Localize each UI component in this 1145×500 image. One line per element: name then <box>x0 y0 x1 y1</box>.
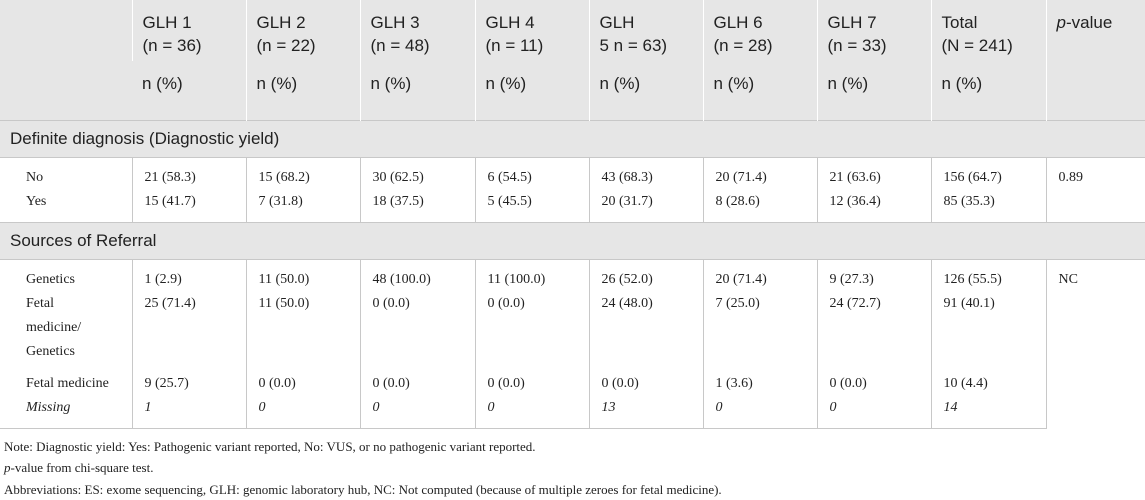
header-glh4: GLH 4 (n = 11) <box>475 0 589 61</box>
table-row <box>0 396 1145 429</box>
subheader-n-percent: n (%) <box>589 61 703 120</box>
table-row <box>0 364 1145 396</box>
subheader-n-percent: n (%) <box>931 61 1046 120</box>
table-cell: 7 (31.8) <box>246 190 360 223</box>
row-label: Fetal medicine <box>0 364 132 396</box>
table-row <box>0 190 1145 223</box>
table-cell: 9 (27.3) <box>817 259 931 292</box>
row-label: Missing <box>0 396 132 429</box>
table-cell: 20 (31.7) <box>589 190 703 223</box>
table-cell: 14 <box>931 396 1046 429</box>
row-label: Yes <box>0 190 132 223</box>
table-row <box>0 292 1145 364</box>
table-cell: 7 (25.0) <box>703 292 817 364</box>
table-cell: 0 <box>817 396 931 429</box>
header-blank-cell <box>0 0 132 120</box>
note-diagnostic-yield: Note: Diagnostic yield: Yes: Pathogenic variant reported, No: VUS, or no pathogenic variant reported. <box>4 436 1145 458</box>
table-row <box>0 157 1145 190</box>
table-cell: 20 (71.4) <box>703 157 817 190</box>
table-cell: 0 <box>246 396 360 429</box>
header-total: Total (N = 241) <box>931 0 1046 61</box>
table-row <box>0 259 1145 292</box>
note-abbreviations: Abbreviations: ES: exome sequencing, GLH: genomic laboratory hub, NC: Not computed (because of multiple zeroes for fetal medicine). <box>4 479 1145 500</box>
table-header <box>0 0 1145 120</box>
table-cell: 1 (3.6) <box>703 364 817 396</box>
table-cell: 1 <box>132 396 246 429</box>
table-cell: 156 (64.7) <box>931 157 1046 190</box>
table-cell: 15 (68.2) <box>246 157 360 190</box>
header-glh2: GLH 2 (n = 22) <box>246 0 360 61</box>
header-glh1: GLH 1 (n = 36) <box>132 0 246 61</box>
table-cell: 21 (58.3) <box>132 157 246 190</box>
table-cell: 25 (71.4) <box>132 292 246 364</box>
table-cell: 48 (100.0) <box>360 259 475 292</box>
pvalue-cell: NC <box>1046 259 1145 428</box>
subheader-n-percent: n (%) <box>246 61 360 120</box>
row-label: Fetal medicine/ Genetics <box>0 292 132 364</box>
table-cell: 0 (0.0) <box>817 364 931 396</box>
table-cell: 24 (48.0) <box>589 292 703 364</box>
row-label: No <box>0 157 132 190</box>
table-cell: 11 (50.0) <box>246 259 360 292</box>
table-cell: 5 (45.5) <box>475 190 589 223</box>
header-glh7: GLH 7 (n = 33) <box>817 0 931 61</box>
table-cell: 9 (25.7) <box>132 364 246 396</box>
section-row-referral <box>0 222 1145 259</box>
table-cell: 15 (41.7) <box>132 190 246 223</box>
header-glh5: GLH 5 n = 63) <box>589 0 703 61</box>
table-cell: 12 (36.4) <box>817 190 931 223</box>
pvalue-cell: 0.89 <box>1046 157 1145 222</box>
table-cell: 6 (54.5) <box>475 157 589 190</box>
subheader-n-percent: n (%) <box>475 61 589 120</box>
table-cell: 0 (0.0) <box>360 292 475 364</box>
table-cell: 24 (72.7) <box>817 292 931 364</box>
table-cell: 8 (28.6) <box>703 190 817 223</box>
header-pvalue: p-value <box>1046 0 1145 120</box>
table-cell: 0 <box>703 396 817 429</box>
header-glh6: GLH 6 (n = 28) <box>703 0 817 61</box>
section-title: Sources of Referral <box>0 222 1145 259</box>
table-cell: 0 (0.0) <box>589 364 703 396</box>
table-body <box>0 120 1145 428</box>
table-cell: 126 (55.5) <box>931 259 1046 292</box>
table-cell: 85 (35.3) <box>931 190 1046 223</box>
subheader-n-percent: n (%) <box>817 61 931 120</box>
table-cell: 0 <box>475 396 589 429</box>
table-cell: 13 <box>589 396 703 429</box>
table-cell: 0 (0.0) <box>246 364 360 396</box>
table-cell: 91 (40.1) <box>931 292 1046 364</box>
table-cell: 0 (0.0) <box>475 364 589 396</box>
table-cell: 43 (68.3) <box>589 157 703 190</box>
table-cell: 1 (2.9) <box>132 259 246 292</box>
header-glh3: GLH 3 (n = 48) <box>360 0 475 61</box>
row-label: Genetics <box>0 259 132 292</box>
table-cell: 10 (4.4) <box>931 364 1046 396</box>
table-cell: 18 (37.5) <box>360 190 475 223</box>
table-cell: 0 (0.0) <box>475 292 589 364</box>
table-cell: 11 (100.0) <box>475 259 589 292</box>
table-cell: 26 (52.0) <box>589 259 703 292</box>
note-pvalue: p-value from chi-square test. <box>4 457 1145 479</box>
section-title: Definite diagnosis (Diagnostic yield) <box>0 120 1145 157</box>
subheader-n-percent: n (%) <box>703 61 817 120</box>
table-notes <box>0 429 1145 500</box>
table-cell: 11 (50.0) <box>246 292 360 364</box>
table-cell: 0 (0.0) <box>360 364 475 396</box>
subheader-n-percent: n (%) <box>360 61 475 120</box>
table-cell: 20 (71.4) <box>703 259 817 292</box>
section-row-diagnosis <box>0 120 1145 157</box>
table-cell: 30 (62.5) <box>360 157 475 190</box>
table-cell: 0 <box>360 396 475 429</box>
subheader-n-percent: n (%) <box>132 61 246 120</box>
table-cell: 21 (63.6) <box>817 157 931 190</box>
